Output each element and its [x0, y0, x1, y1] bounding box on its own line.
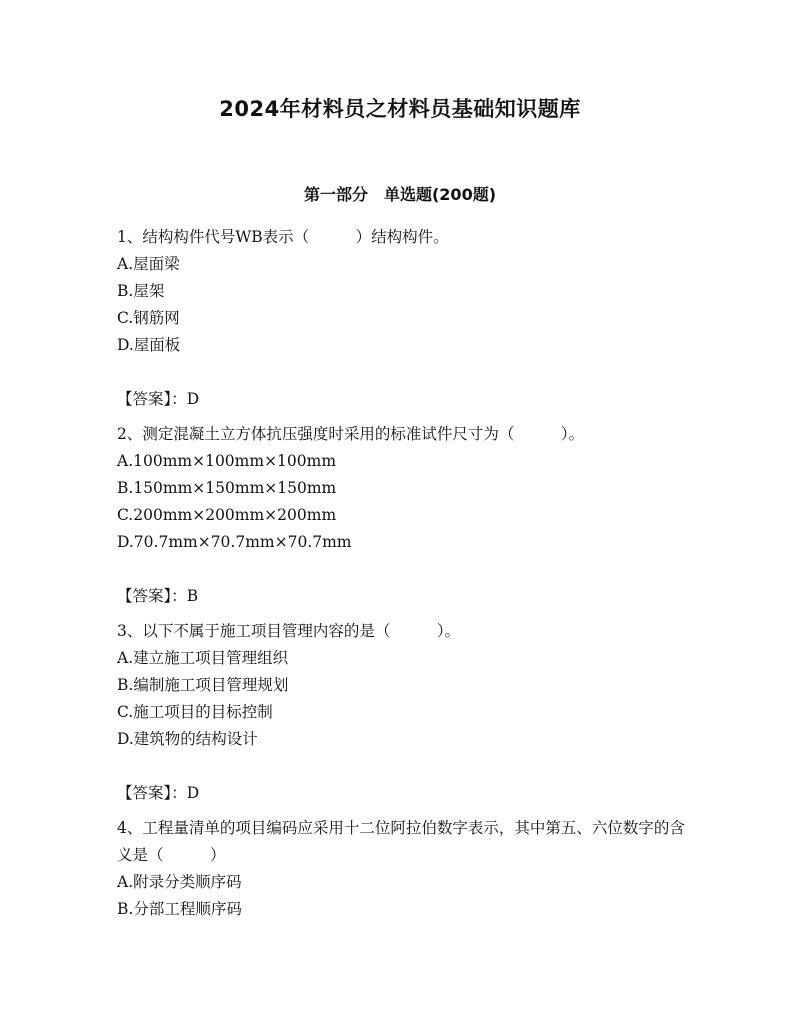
option-b: B.屋架: [117, 282, 165, 300]
option-b: B.150mm×150mm×150mm: [117, 479, 337, 497]
option-a: A.建立施工项目管理组织: [117, 649, 289, 667]
question-3: [117, 618, 687, 807]
question-2: [117, 421, 687, 610]
answer-value: D: [186, 390, 200, 408]
answer-prefix: 【答案】：: [117, 784, 187, 802]
option-a: A.附录分类顺序码: [117, 873, 242, 891]
option-b: B.编制施工项目管理规划: [117, 676, 289, 694]
answer-value: D: [186, 784, 200, 802]
answer-prefix: 【答案】：: [117, 587, 187, 605]
answer-line: [117, 780, 687, 807]
question-1: [117, 224, 687, 413]
document-title: 2024年材料员之材料员基础知识题库: [219, 97, 581, 121]
option-d: D.屋面板: [117, 336, 181, 354]
option-c: C.钢筋网: [117, 309, 180, 327]
option-d: D.70.7mm×70.7mm×70.7mm: [117, 533, 352, 551]
option-d: D.建筑物的结构设计: [117, 730, 258, 748]
option-c: C.200mm×200mm×200mm: [117, 506, 337, 524]
option-b: B.分部工程顺序码: [117, 900, 242, 918]
option-a: A.屋面梁: [117, 255, 180, 273]
question-list: [117, 224, 687, 923]
answer-value: B: [186, 587, 199, 605]
question-stem: 1、结构构件代号WB表示（ ）结构构件。: [117, 228, 449, 246]
question-stem: 2、测定混凝土立方体抗压强度时采用的标准试件尺寸为（ ）。: [117, 425, 585, 443]
option-a: A.100mm×100mm×100mm: [117, 452, 337, 470]
option-c: C.施工项目的目标控制: [117, 703, 273, 721]
question-stem: 3、以下不属于施工项目管理内容的是（ ）。: [117, 622, 461, 640]
question-stem: 4、工程量清单的项目编码应采用十二位阿拉伯数字表示，其中第五、六位数字的含义是（ ）: [117, 819, 685, 864]
question-4: [117, 815, 687, 923]
answer-prefix: 【答案】：: [117, 390, 187, 408]
answer-line: [117, 583, 687, 610]
answer-line: [117, 386, 687, 413]
section-title: 第一部分 单选题(200题): [303, 185, 497, 204]
